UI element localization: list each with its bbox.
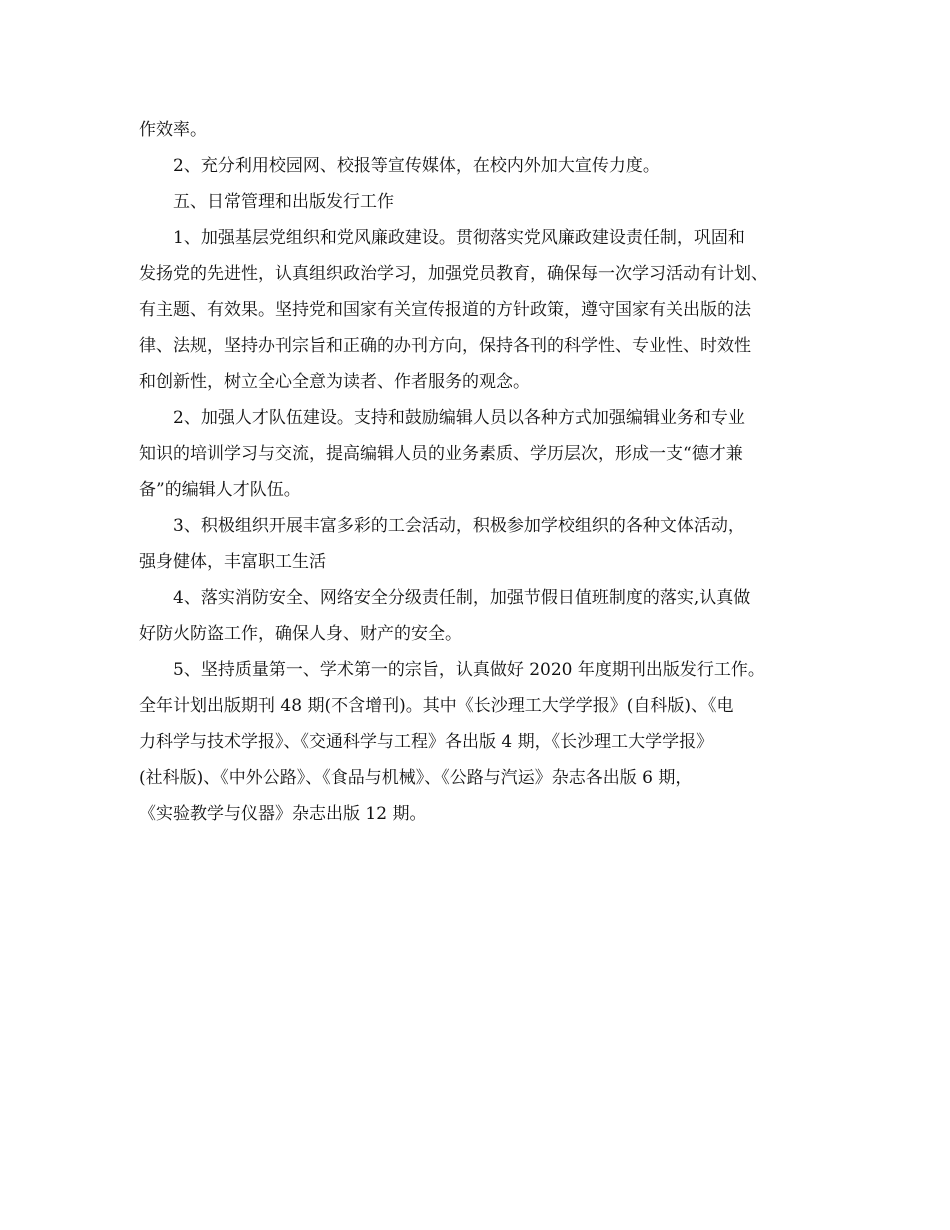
text-line: 1、加强基层党组织和党风廉政建设。贯彻落实党风廉政建设责任制，巩固和 [173,228,745,248]
text-line: 发扬党的先进性，认真组织政治学习，加强党员教育，确保每一次学习活动有计划、 [139,264,768,284]
text-line: 《实验教学与仪器》杂志出版 12 期。 [139,804,427,824]
text-line: 好防火防盗工作，确保人身、财产的安全。 [139,624,462,644]
text-line: 律、法规，坚持办刊宗旨和正确的办刊方向，保持各刊的科学性、专业性、时效性 [139,336,751,356]
text-line: 作效率。 [139,120,207,140]
text-line: 有主题、有效果。坚持党和国家有关宣传报道的方针政策，遵守国家有关出版的法 [139,300,751,320]
text-line: 5、坚持质量第一、学术第一的宗旨，认真做好 2020 年度期刊出版发行工作。 [173,660,765,680]
text-line: 备”的编辑人才队伍。 [139,480,301,500]
text-line: 力科学与技术学报》、《交通科学与工程》各出版 4 期，《长沙理工大学学报》 [139,732,714,752]
section-heading: 五、日常管理和出版发行工作 [173,192,394,212]
text-line: 2、充分利用校园网、校报等宣传媒体，在校内外加大宣传力度。 [173,156,660,176]
text-line: 全年计划出版期刊 48 期(不含增刊)。其中《长沙理工大学学报》(自科版)、《电 [139,696,734,716]
document-body [139,112,819,832]
text-line: 4、落实消防安全、网络安全分级责任制，加强节假日值班制度的落实,认真做 [173,588,751,608]
text-line: 3、积极组织开展丰富多彩的工会活动，积极参加学校组织的各种文体活动， [173,516,745,536]
text-line: 2、加强人才队伍建设。支持和鼓励编辑人员以各种方式加强编辑业务和专业 [173,408,745,428]
text-line: (社科版)、《中外公路》、《食品与机械》、《公路与汽运》杂志各出版 6 期， [139,768,693,788]
text-line: 知识的培训学习与交流，提高编辑人员的业务素质、学历层次，形成一支“德才兼 [139,444,743,464]
text-line: 强身健体，丰富职工生活 [139,552,326,572]
text-line: 和创新性，树立全心全意为读者、作者服务的观念。 [139,372,530,392]
